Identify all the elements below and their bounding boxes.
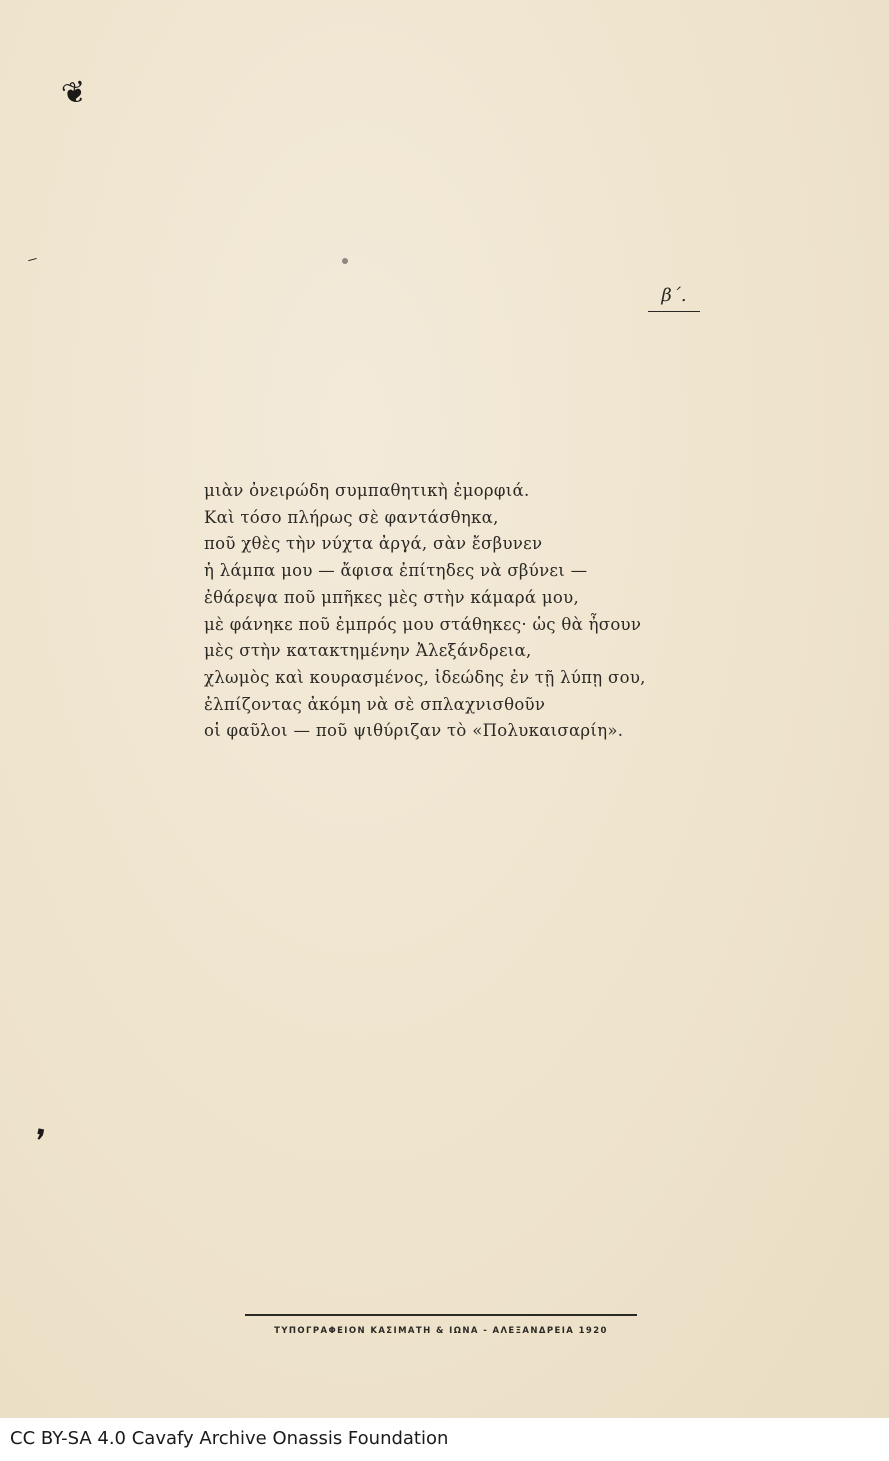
page-folio: β΄.: [661, 285, 687, 306]
poem-line: μιὰν ὀνειρώδη συμπαθητικὴ ἐμορφιά.: [204, 481, 530, 500]
ink-mark-bottom: ❜: [30, 1121, 49, 1161]
poem-text: [204, 478, 704, 745]
poem-line: μὲς στὴν κατακτημένην Ἀλεξάνδρεια,: [204, 641, 532, 661]
poem-line: ποῦ χθὲς τὴν νύχτα ἀργά, σὰν ἔσβυνεν: [204, 534, 543, 554]
poem-line: ἡ λάμπα μου — ἄφισα ἐπίτηδες νὰ σβύνει —: [204, 561, 588, 581]
poem-line: ἐλπίζοντας ἀκόμη νὰ σὲ σπλαχνισθοῦν: [204, 694, 546, 714]
paper-spot: [342, 258, 348, 264]
printer-imprint: ΤΥΠΟΓΡΑΦΕΙΟΝ ΚΑΣΙΜΑΤΗ & ΙΩΝΑ - ΑΛΕΞΑΝΔΡΕΙΑ 1920: [274, 1326, 608, 1336]
ink-mark-middle: ⸝: [25, 245, 44, 268]
folio-underline: [648, 311, 700, 312]
poem-line: χλωμὸς καὶ κουρασμένος, ἰδεώδης ἐν τῇ λύπῃ σου,: [204, 667, 646, 687]
ink-mark-top: ❦: [58, 73, 91, 114]
poem-line: Καὶ τόσο πλήρως σὲ φαντάσθηκα,: [204, 507, 499, 527]
poem-line: οἱ φαῦλοι — ποῦ ψιθύριζαν τὸ «Πολυκαισαρίη».: [204, 721, 624, 741]
poem-line: μὲ φάνηκε ποῦ ἐμπρός μου στάθηκες· ὡς θὰ ἦσουν: [204, 614, 642, 634]
imprint-rule: [245, 1314, 637, 1316]
license-credit: CC BY-SA 4.0 Cavafy Archive Onassis Foundation: [10, 1428, 449, 1449]
poem-line: ἐθάρεψα ποῦ μπῆκες μὲς στὴν κάμαρά μου,: [204, 587, 580, 607]
